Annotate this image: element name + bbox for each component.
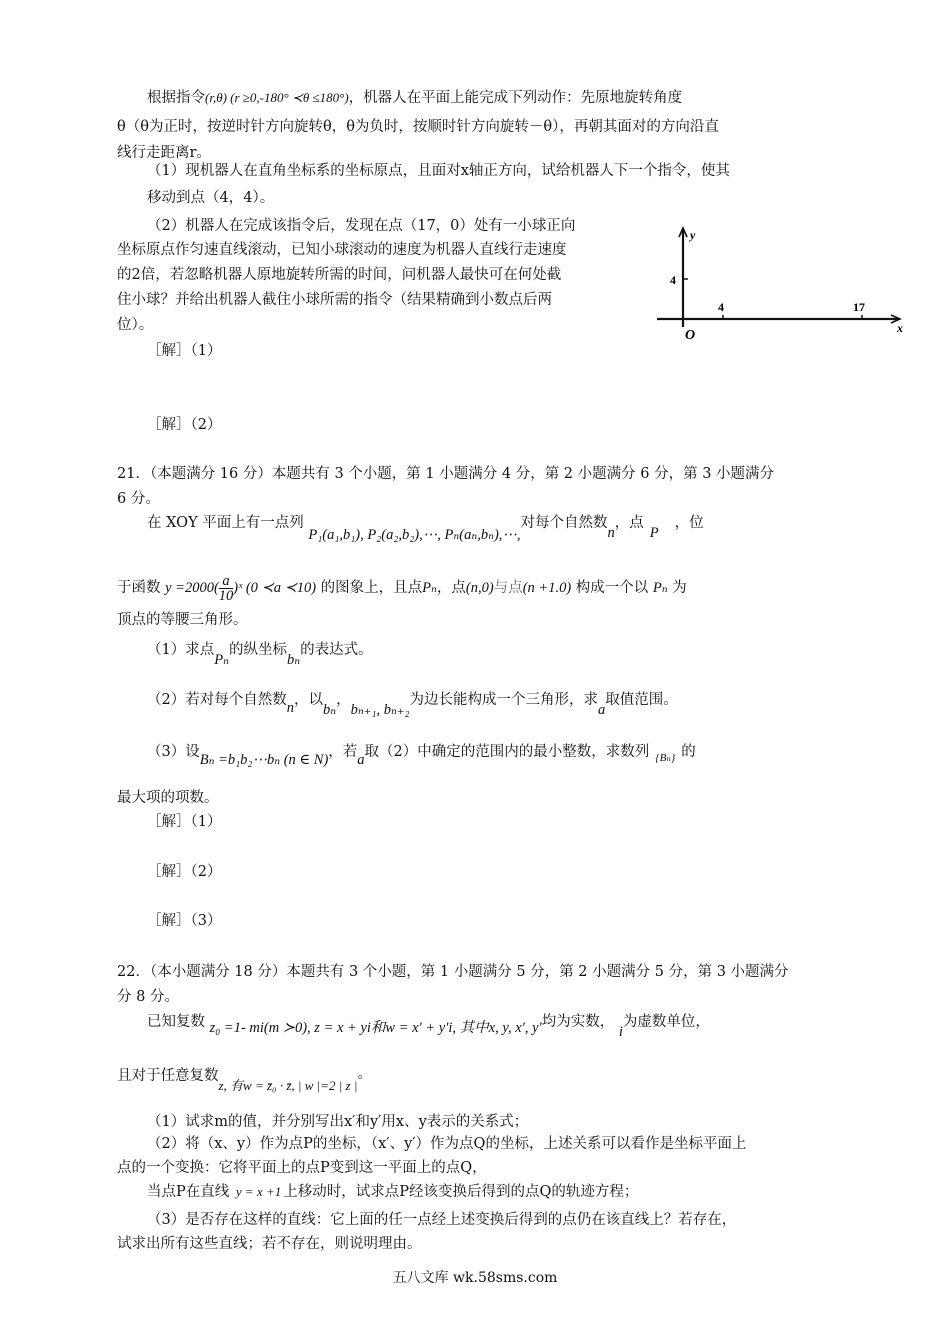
q21-part2: [147, 690, 678, 718]
x-tick-17-label: 17: [853, 300, 865, 314]
q21-solution-3: ［解］（3）: [147, 913, 222, 929]
q20-solution-2: ［解］（2）: [147, 417, 222, 433]
var-pn: Pₙ: [214, 652, 229, 668]
text: 构成一个以: [575, 580, 649, 596]
q21-solution-1: ［解］（1）: [147, 814, 222, 830]
q20-intro-line1: [147, 88, 682, 108]
q21-part1: [147, 640, 373, 668]
q20-part2-line1: （2）机器人在完成该指令后，发现在点（17，0）处有一小球正向: [147, 218, 576, 234]
q22-part2-line3: [147, 1182, 638, 1202]
text: ，若: [328, 744, 358, 760]
q20-intro-line3: 线行走距离r。: [117, 145, 211, 161]
q20-part2-line4: 住小球？并给出机器人截住小球所需的指令（结果精确到小数点后两: [117, 292, 552, 308]
text: 为边长能构成一个三角形，求: [409, 692, 599, 708]
x-tick-4-label: 4: [718, 300, 724, 314]
coordinate-figure: [653, 223, 911, 350]
x-axis-label: x: [897, 321, 903, 335]
text: （3）设: [147, 744, 200, 760]
var-bn-plus: bₙ₊₁, bₙ₊₂: [350, 702, 410, 718]
fraction-denominator: 10: [218, 587, 234, 604]
q21-part3-line2: 最大项的项数。: [117, 790, 219, 806]
text: 于函数: [117, 580, 161, 596]
var-p: P: [649, 525, 659, 541]
text: 根据指令: [147, 90, 205, 106]
q21-header-line1: 21．（本题满分 16 分）本题共有 3 个小题，第 1 小题满分 4 分，第 2 小题满分 6 分，第 3 小题满分: [117, 466, 775, 482]
point-n-plus-1: (n +1.0): [522, 580, 572, 596]
q21-statement-line1: [147, 513, 704, 543]
q21-part3: [147, 742, 696, 768]
point-sequence-formula: P₁(a₁,b₁), P₂(a₂,b₂),⋯, Pₙ(aₙ,bₙ),⋯,: [308, 527, 521, 543]
q22-header-line1: 22．（本小题满分 18 分）本题共有 3 个小题，第 1 小题满分 5 分，第 2 小题满分 5 分，第 3 小题满分: [117, 964, 789, 980]
text: 已知复数: [147, 1014, 205, 1030]
var-n: n: [286, 700, 294, 716]
text: 为: [672, 580, 687, 596]
q20-part2-line3: 的2倍，若忽略机器人原地旋转所需的时间，问机器人最快可在何处截: [117, 267, 562, 283]
command-formula: (r,θ) (r ≥0,-180° ≺θ ≤180°): [205, 90, 349, 105]
function-formula-left: y =2000(: [165, 580, 219, 596]
y-axis-label: y: [690, 228, 696, 242]
var-i: i: [618, 1024, 623, 1040]
var-n: n: [607, 525, 615, 541]
q20-solution-1: ［解］（1）: [147, 343, 222, 359]
text: ，点: [614, 515, 644, 531]
text: ，: [336, 692, 351, 708]
var-bn: bₙ: [286, 652, 301, 668]
text: （1）求点: [147, 642, 215, 658]
text: 的: [681, 744, 696, 760]
q21-solution-2: ［解］（2）: [147, 864, 222, 880]
q20-part2-line5: 位）。: [117, 317, 154, 333]
text: 上移动时，试求点P经该变换后得到的点Q的轨迹方程；: [283, 1184, 639, 1200]
q22-header-line2: 分 8 分。: [117, 989, 179, 1005]
var-a: a: [598, 702, 606, 718]
text: 取值范围。: [605, 692, 678, 708]
text: 对每个自然数: [520, 515, 608, 531]
text: 当点P在直线: [147, 1184, 230, 1200]
text: 取（2）中确定的范围内的最小整数，求数列: [364, 744, 650, 760]
fraction-numerator: a: [219, 574, 234, 589]
var-pn: Pₙ: [422, 580, 437, 596]
text: 为虚数单位，: [622, 1014, 710, 1030]
q20-part1-line2: 移动到点（4，4）。: [147, 190, 275, 206]
function-formula-right: )ˣ (0 ≺a ≺10): [233, 580, 317, 596]
q22-part2-line2: 点的一个变换：它将平面上的点P变到这一平面上的点Q，: [117, 1160, 487, 1176]
text: 。: [357, 1066, 372, 1082]
line-equation: y = x +1: [235, 1184, 282, 1199]
q22-part3-line2: 试求出所有这些直线；若不存在，则说明理由。: [117, 1236, 422, 1252]
q22-statement-line2: [117, 1066, 372, 1093]
text: 在 XOY 平面上有一点列: [147, 515, 304, 531]
footer-watermark: 五八文库 wk.58sms.com: [392, 1270, 558, 1286]
text: ，机器人在平面上能完成下列动作：先原地旋转角度: [348, 90, 683, 106]
text: ，以: [293, 692, 323, 708]
q20-part1-line1: （1）现机器人在直角坐标系的坐标原点，且面对x轴正方向，试给机器人下一个指令，使其: [147, 163, 730, 179]
sequence-bn: {Bₙ}: [655, 752, 676, 764]
text: （2）若对每个自然数: [147, 692, 287, 708]
text: 的表达式。: [300, 642, 373, 658]
text: 与点: [493, 580, 523, 596]
q22-statement-line1: [147, 1012, 710, 1040]
text: 的纵坐标: [228, 642, 287, 658]
point-n-0: (n,0): [465, 580, 494, 596]
y-tick-4-label: 4: [670, 273, 676, 287]
fraction-a-over-10: [219, 574, 234, 603]
q20-part2-line2: 坐标原点作匀速直线滚动，已知小球滚动的速度为机器人直线行走速度: [117, 242, 567, 258]
text: ，点: [436, 580, 466, 596]
var-a: a: [357, 752, 365, 768]
q22-part3-line1: （3）是否存在这样的直线：它上面的任一点经上述变换后得到的点仍在该直线上？若存在，: [147, 1212, 737, 1228]
q22-part2-line1: （2）将（x、y）作为点P的坐标，（x′、y′）作为点Q的坐标，上述关系可以看作是坐标平面上: [147, 1136, 747, 1152]
text: 均为实数，: [541, 1014, 615, 1030]
transform-formula: z, 有w = z̄₀ · z̄, | w |=2 | z |: [218, 1078, 358, 1093]
q22-part1: （1）试求m的值，并分别写出x′和y′用x、y表示的关系式；: [147, 1114, 529, 1130]
text: 且对于任意复数: [117, 1068, 219, 1084]
product-formula: Bₙ =b₁b₂⋯bₙ (n ∈ N): [199, 752, 329, 768]
var-pn: Pₙ: [652, 580, 668, 596]
complex-number-formula: z₀ =1- mi(m ≻0), z = x + yi和w = x′ + y′i, 其中x, y, x′, y′: [209, 1020, 542, 1036]
q21-header-line2: 6 分。: [117, 491, 160, 507]
text: ，位: [674, 515, 704, 531]
var-bn: bₙ: [322, 702, 337, 718]
text: 的图象上，且点: [320, 580, 423, 596]
q20-intro-line2: θ（θ为正时，按逆时针方向旋转θ，θ为负时，按顺时针方向旋转－θ），再朝其面对的方向沿直: [117, 119, 719, 135]
origin-label: O: [685, 328, 696, 343]
q21-statement-line2: [117, 570, 687, 606]
q21-statement-line3: 顶点的等腰三角形。: [117, 612, 248, 628]
